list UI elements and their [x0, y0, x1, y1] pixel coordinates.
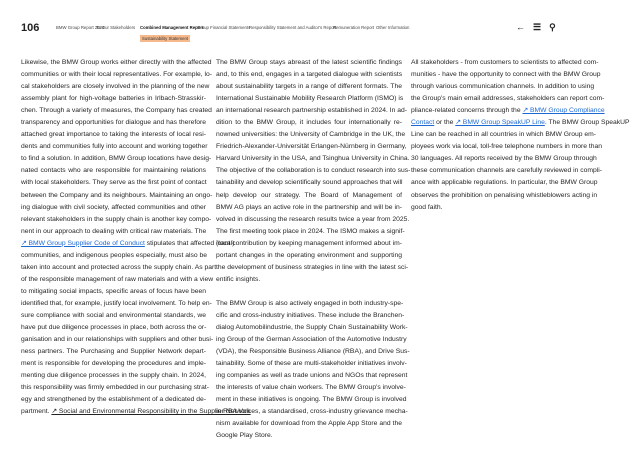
text-line	[411, 153, 597, 165]
text-line	[216, 129, 406, 141]
text-line	[21, 274, 214, 286]
text-segment: munities - have the opportunity to connect with the BMW Group	[411, 71, 601, 79]
text-segment: of the responsible management of raw materials and with a view	[21, 275, 214, 283]
text-line	[21, 57, 212, 69]
text-line	[216, 262, 409, 274]
text-segment: the development of business strategies in line with the latest sci-	[216, 263, 409, 271]
text-segment: portant changes in the operating environment and supporting	[216, 251, 402, 259]
nav-item[interactable]: Remuneration Report	[333, 25, 375, 30]
text-segment: nism available for download from the Apple App Store and the	[216, 420, 402, 428]
text-segment: stipulates that affected (local)	[144, 239, 235, 247]
text-line	[216, 310, 405, 322]
paragraph	[411, 57, 630, 214]
text-line	[411, 69, 601, 81]
nav-item[interactable]: Other Information	[376, 25, 410, 30]
text-line	[21, 286, 206, 298]
text-line	[216, 69, 402, 81]
text-line	[216, 406, 408, 418]
text-segment: ing companies as well as trade unions and NGOs that represent	[216, 372, 408, 380]
text-line	[411, 165, 602, 177]
text-segment: identified that, for example, justify local involvement. To help en-	[21, 299, 212, 307]
text-line	[21, 190, 213, 202]
text-line	[21, 141, 206, 153]
text-segment: partment.	[21, 408, 52, 416]
text-segment: The BMW Group is also actively engaged in both industry-spe-	[216, 299, 404, 307]
text-segment: ing Group of the German Association of the Automotive Industry	[216, 336, 407, 344]
text-line	[21, 238, 235, 250]
text-segment: ing dialogue with civil society, affected communities and other	[21, 203, 206, 211]
text-segment: dialog Automobilindustrie, the Supply Chain Sustainability Work-	[216, 324, 408, 332]
report-link[interactable]: ↗ BMW Group SpeakUP Line	[455, 119, 545, 127]
text-line	[216, 274, 402, 286]
text-line	[216, 334, 407, 346]
text-segment: egy and strengthened by the establishment of a dedicated de-	[21, 396, 207, 404]
text-segment: Google Play Store.	[216, 432, 273, 440]
text-segment: dents and communities fully into account and working together	[21, 143, 208, 151]
text-segment: between the Company and its neighbours. Maintaining an ongo-	[21, 191, 213, 199]
text-line	[21, 165, 206, 177]
text-line	[216, 117, 402, 129]
text-segment: relevant stakeholders in the supply chain is another key compo-	[21, 215, 212, 223]
search-icon[interactable]: ⚲	[549, 22, 556, 32]
text-line	[216, 153, 410, 165]
text-line	[216, 238, 402, 250]
text-line	[21, 394, 206, 406]
text-line	[21, 358, 206, 370]
text-segment: Line can be reached in all countries in which BMW Group em-	[411, 131, 596, 139]
text-segment: sure compliance with social and environmental standards, we	[21, 311, 206, 319]
text-segment: to find a solution. In addition, BMW Group locations have desig-	[21, 155, 212, 163]
text-segment: attached great importance to taking the interests of local resi-	[21, 131, 206, 139]
text-column-3	[411, 57, 630, 226]
paragraph	[216, 298, 410, 443]
text-segment: The objective of the collaboration is to conduct research into sus-	[216, 167, 411, 175]
text-line	[21, 346, 206, 358]
text-line	[216, 418, 402, 430]
text-line	[21, 117, 206, 129]
nav-sustainability-statement[interactable]: Sustainability Statement	[142, 36, 189, 41]
text-line	[411, 141, 602, 153]
text-line	[21, 370, 206, 382]
text-segment: communities or with their local representatives. For example, lo-	[21, 71, 212, 79]
text-line	[216, 93, 402, 105]
text-line	[21, 334, 214, 346]
text-line	[21, 226, 206, 238]
text-line	[216, 226, 405, 238]
text-segment: communities, and indigenous peoples especially, must also be	[21, 251, 207, 259]
text-segment: an international research partnership established in 2024. In ad-	[216, 107, 407, 115]
text-line	[21, 298, 212, 310]
text-line	[216, 370, 408, 382]
text-segment: pliance-related concerns through the	[411, 107, 523, 115]
text-segment: ness partners. The Purchasing and Supplier Network depart-	[21, 348, 206, 356]
text-segment: and, to this end, engages in a targeted dialogue with scientists	[216, 71, 403, 79]
text-line	[21, 105, 212, 117]
text-segment: The first meeting took place in 2024. The ISMO makes a signif-	[216, 227, 405, 235]
text-line	[216, 105, 407, 117]
text-line	[411, 93, 605, 105]
text-line	[216, 165, 411, 177]
text-line	[411, 177, 598, 189]
text-line	[21, 262, 217, 274]
report-link[interactable]: ↗ BMW Group Supplier Code of Conduct	[21, 239, 145, 247]
text-line	[216, 382, 406, 394]
text-line	[216, 202, 402, 214]
text-line	[216, 298, 402, 310]
text-segment: or the	[434, 119, 456, 127]
nav-item[interactable]: To Our Stakeholders	[96, 25, 136, 30]
text-segment: nent in our approach to dealing with critical raw materials. The	[21, 227, 207, 235]
text-segment: . The BMW Group SpeakUP	[544, 119, 630, 127]
text-segment: ployees work via local, toll-free telephone numbers in more than	[411, 143, 602, 151]
text-line	[411, 57, 599, 69]
back-arrow-icon[interactable]: ←	[516, 22, 525, 32]
text-segment: ment in these initiatives is ongoing. The BMW Group is involved	[216, 396, 407, 404]
report-link[interactable]: Contact	[411, 119, 435, 127]
text-segment: The BMW Group stays abreast of the latest scientific findings	[216, 59, 402, 66]
text-segment: about sustainability targets in a range of different formats. The	[216, 83, 402, 91]
text-line	[21, 322, 206, 334]
text-segment: (VDA), the Responsible Business Alliance (RBA), and Drive Sus-	[216, 348, 410, 356]
text-line	[216, 358, 407, 370]
text-segment: in RBA Voices, a standardised, cross-industry grievance mecha-	[216, 408, 408, 416]
text-segment: these communication channels are carefully reviewed in compli-	[411, 167, 602, 175]
menu-icon[interactable]: ☰	[533, 22, 542, 32]
text-line	[411, 117, 630, 129]
text-line	[411, 81, 595, 93]
text-segment: Friedrich-Alexander-Universität Erlangen-Nürnberg in Germany,	[216, 143, 407, 151]
text-segment: this responsibility was firmly embedded in our purchasing strat-	[21, 384, 209, 392]
text-line	[21, 81, 210, 93]
text-line	[216, 322, 408, 334]
text-line	[216, 214, 410, 226]
text-line	[21, 250, 206, 262]
text-line	[21, 129, 206, 141]
text-line	[216, 81, 402, 93]
nav-item[interactable]: Group Financial Statements	[197, 25, 251, 30]
text-segment: International Sustainable Mobility Research Platform (ISMO) is	[216, 95, 404, 103]
text-line	[411, 202, 591, 214]
text-segment: observes the prohibition on penalising whistleblowers acting in	[411, 191, 598, 199]
text-line	[21, 202, 206, 214]
text-line	[21, 382, 209, 394]
report-link[interactable]: ↗ BMW Group Compliance	[522, 107, 605, 115]
text-segment: Harvard University in the USA, and Tsinghua University in China.	[216, 155, 410, 163]
text-segment: volved in discussing the research results twice a year from 2025.	[216, 215, 410, 223]
text-line	[21, 406, 251, 418]
text-line	[216, 346, 410, 358]
text-line	[216, 141, 407, 153]
text-segment: ance with applicable regulations. In particular, the BMW Group	[411, 179, 598, 187]
text-segment: cal stakeholders are closely involved in the planning of the new	[21, 83, 210, 91]
text-segment: taken into account and protected across the supply chain. As part	[21, 263, 217, 271]
text-segment: transparency and opportunities for dialogue and has therefore	[21, 119, 206, 127]
text-segment: icant contribution by keeping management informed about im-	[216, 239, 402, 247]
text-line	[216, 177, 402, 189]
page-number: 106	[21, 22, 40, 34]
text-segment: have put due diligence processes in place, both across the or-	[21, 324, 207, 332]
text-segment: entific insights.	[216, 275, 261, 283]
text-segment: ment is responsible for developing the procedures and imple-	[21, 360, 206, 368]
text-segment: nowned universities: the University of Cambridge in the UK, the	[216, 131, 406, 139]
text-line	[21, 153, 212, 165]
text-segment: help develop our strategy. The Board of Management of	[216, 191, 402, 199]
text-line	[21, 69, 212, 81]
text-segment: All stakeholders - from customers to scientists to affected com-	[411, 59, 599, 66]
text-segment: through various communication channels. In addition to using	[411, 83, 595, 91]
text-line	[216, 430, 402, 442]
text-column-2	[216, 57, 411, 455]
text-segment: tainability and develop scientifically sound approaches that will	[216, 179, 403, 187]
text-line	[216, 250, 402, 262]
toolbar-icons	[516, 22, 556, 33]
text-segment: dition to the BMW Group, it includes four internationally re-	[216, 119, 402, 127]
text-segment: ganisation and in our relationships with suppliers and other busi-	[21, 336, 214, 344]
text-line	[216, 394, 407, 406]
text-line	[216, 190, 402, 202]
text-segment: BMW AG plays an active role in the partnership and will be in-	[216, 203, 402, 211]
nav-item[interactable]: Combined Management Report	[140, 25, 204, 30]
text-segment: good faith.	[411, 203, 443, 211]
nav-item[interactable]: Responsibility Statement and Auditor's Report	[249, 25, 337, 30]
text-segment: Likewise, the BMW Group works either directly with the affected	[21, 59, 212, 66]
text-segment: 30 languages. All reports received by the BMW Group through	[411, 155, 597, 163]
text-segment: menting due diligence processes in the supply chain. In 2024,	[21, 372, 206, 380]
nav-item[interactable]: BMW Group Report 2024	[56, 25, 105, 30]
text-segment: the interests of value chain workers. The BMW Group's involve-	[216, 384, 406, 392]
text-line	[21, 177, 206, 189]
text-line	[21, 93, 206, 105]
text-segment: to mitigating social impacts, specific areas of focus have been	[21, 287, 206, 295]
paragraph	[216, 57, 411, 286]
text-line	[411, 190, 598, 202]
text-line	[21, 214, 212, 226]
text-segment: cific and cross-industry initiatives. These include the Branchen-	[216, 311, 405, 319]
text-segment: the Group's main email addresses, stakeholders can report com-	[411, 95, 605, 103]
text-line	[411, 105, 605, 117]
text-segment: chen. Through a variety of measures, the Company has created	[21, 107, 212, 115]
text-segment: tainability. Some of these are multi-stakeholder initiatives involv-	[216, 360, 407, 368]
text-segment: nated contacts who are responsible for maintaining relations	[21, 167, 206, 175]
text-line	[411, 129, 596, 141]
report-link[interactable]: ↗ Social and Environmental Responsibility in the Supplier Network	[51, 408, 251, 416]
text-line	[216, 57, 402, 69]
text-segment: assembly plant for high-voltage batteries in Irlbach-Strasskir-	[21, 95, 206, 103]
text-line	[21, 310, 206, 322]
text-segment: with local stakeholders. They serve as the first point of contact	[21, 179, 207, 187]
